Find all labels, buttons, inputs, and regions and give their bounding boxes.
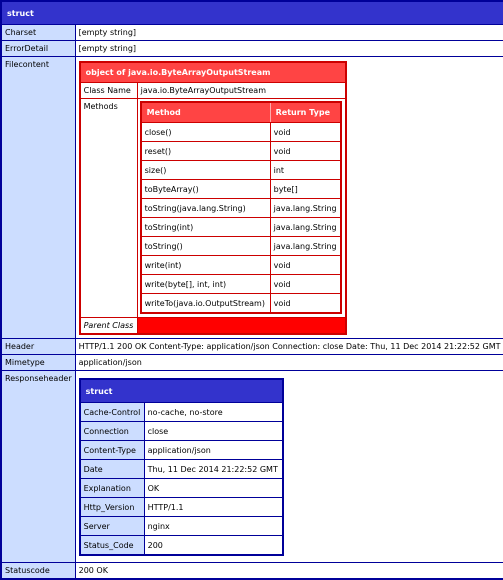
response-header-row bbox=[81, 478, 282, 497]
response-header-value: 200 bbox=[145, 535, 282, 554]
method-row bbox=[142, 217, 340, 236]
response-header-key[interactable]: Connection bbox=[81, 421, 145, 440]
methods-table bbox=[140, 101, 342, 314]
method-name: write(int) bbox=[142, 255, 271, 274]
response-header-value: no-cache, no-store bbox=[145, 402, 282, 421]
struct-row-errordetail bbox=[2, 40, 503, 56]
method-name: toString() bbox=[142, 236, 271, 255]
java-object-dump bbox=[79, 61, 347, 335]
response-header-key[interactable]: Http_Version bbox=[81, 497, 145, 516]
method-name: write(byte[], int, int) bbox=[142, 274, 271, 293]
java-object-value-methods bbox=[138, 98, 345, 317]
struct-row-mimetype bbox=[2, 354, 503, 370]
struct-key-statuscode[interactable]: Statuscode bbox=[2, 562, 76, 578]
response-header-value: close bbox=[145, 421, 282, 440]
struct-value-statuscode: 200 OK bbox=[76, 562, 503, 578]
response-header-title[interactable]: struct bbox=[81, 380, 282, 402]
java-object-row-methods bbox=[81, 98, 345, 317]
struct-row-responseheader bbox=[2, 370, 503, 562]
method-row bbox=[142, 198, 340, 217]
struct-row-header bbox=[2, 338, 503, 354]
method-return: void bbox=[271, 293, 340, 312]
method-return: void bbox=[271, 122, 340, 141]
struct-value-header: HTTP/1.1 200 OK Content-Type: application/json Connection: close Date: Thu, 11 Dec 2014 21:22:52 GMT bbox=[76, 338, 503, 354]
method-return: byte[] bbox=[271, 179, 340, 198]
response-header-key[interactable]: Date bbox=[81, 459, 145, 478]
response-header-row bbox=[81, 459, 282, 478]
java-object-value-parentclass[interactable] bbox=[138, 317, 345, 333]
struct-title[interactable]: struct bbox=[2, 2, 503, 24]
response-header-value: application/json bbox=[145, 440, 282, 459]
response-header-row bbox=[81, 535, 282, 554]
method-row bbox=[142, 293, 340, 312]
method-return: void bbox=[271, 141, 340, 160]
response-header-value: nginx bbox=[145, 516, 282, 535]
struct-value-errordetail: [empty string] bbox=[76, 40, 503, 56]
method-name: writeTo(java.io.OutputStream) bbox=[142, 293, 271, 312]
method-name: toString(int) bbox=[142, 217, 271, 236]
struct-row-statuscode bbox=[2, 562, 503, 578]
method-row bbox=[142, 122, 340, 141]
struct-key-charset[interactable]: Charset bbox=[2, 24, 76, 40]
struct-key-mimetype[interactable]: Mimetype bbox=[2, 354, 76, 370]
response-header-value: HTTP/1.1 bbox=[145, 497, 282, 516]
method-name: size() bbox=[142, 160, 271, 179]
method-row bbox=[142, 236, 340, 255]
java-object-key-classname[interactable]: Class Name bbox=[81, 82, 138, 98]
method-row bbox=[142, 179, 340, 198]
struct-value-filecontent bbox=[76, 56, 503, 338]
methods-col-method[interactable]: Method bbox=[142, 103, 271, 122]
method-name: toByteArray() bbox=[142, 179, 271, 198]
struct-key-filecontent[interactable]: Filecontent bbox=[2, 56, 76, 338]
methods-col-return[interactable]: Return Type bbox=[271, 103, 340, 122]
response-header-value: Thu, 11 Dec 2014 21:22:52 GMT bbox=[145, 459, 282, 478]
method-name: toString(java.lang.String) bbox=[142, 198, 271, 217]
response-header-row bbox=[81, 497, 282, 516]
method-row bbox=[142, 255, 340, 274]
struct-row-charset bbox=[2, 24, 503, 40]
response-header-row bbox=[81, 516, 282, 535]
struct-key-errordetail[interactable]: ErrorDetail bbox=[2, 40, 76, 56]
java-object-key-methods[interactable]: Methods bbox=[81, 98, 138, 317]
method-row bbox=[142, 274, 340, 293]
method-return: java.lang.String bbox=[271, 217, 340, 236]
struct-value-charset: [empty string] bbox=[76, 24, 503, 40]
response-header-key[interactable]: Content-Type bbox=[81, 440, 145, 459]
response-header-row bbox=[81, 402, 282, 421]
method-return: int bbox=[271, 160, 340, 179]
method-name: close() bbox=[142, 122, 271, 141]
response-header-row bbox=[81, 421, 282, 440]
response-header-struct bbox=[79, 378, 284, 556]
method-return: void bbox=[271, 255, 340, 274]
method-return: void bbox=[271, 274, 340, 293]
struct-value-mimetype: application/json bbox=[76, 354, 503, 370]
method-name: reset() bbox=[142, 141, 271, 160]
struct-key-header[interactable]: Header bbox=[2, 338, 76, 354]
response-header-key[interactable]: Explanation bbox=[81, 478, 145, 497]
struct-key-responseheader[interactable]: Responseheader bbox=[2, 370, 76, 562]
method-return: java.lang.String bbox=[271, 236, 340, 255]
java-object-title[interactable]: object of java.io.ByteArrayOutputStream bbox=[81, 63, 345, 82]
method-row bbox=[142, 160, 340, 179]
struct-row-filecontent bbox=[2, 56, 503, 338]
response-header-value: OK bbox=[145, 478, 282, 497]
java-object-row-parentclass bbox=[81, 317, 345, 333]
response-header-key[interactable]: Status_Code bbox=[81, 535, 145, 554]
response-header-row bbox=[81, 440, 282, 459]
response-header-key[interactable]: Server bbox=[81, 516, 145, 535]
java-object-key-parentclass[interactable]: Parent Class bbox=[81, 317, 138, 333]
java-object-value-classname: java.io.ByteArrayOutputStream bbox=[138, 82, 345, 98]
java-object-row-classname bbox=[81, 82, 345, 98]
struct-value-responseheader bbox=[76, 370, 503, 562]
method-return: java.lang.String bbox=[271, 198, 340, 217]
response-header-key[interactable]: Cache-Control bbox=[81, 402, 145, 421]
method-row bbox=[142, 141, 340, 160]
